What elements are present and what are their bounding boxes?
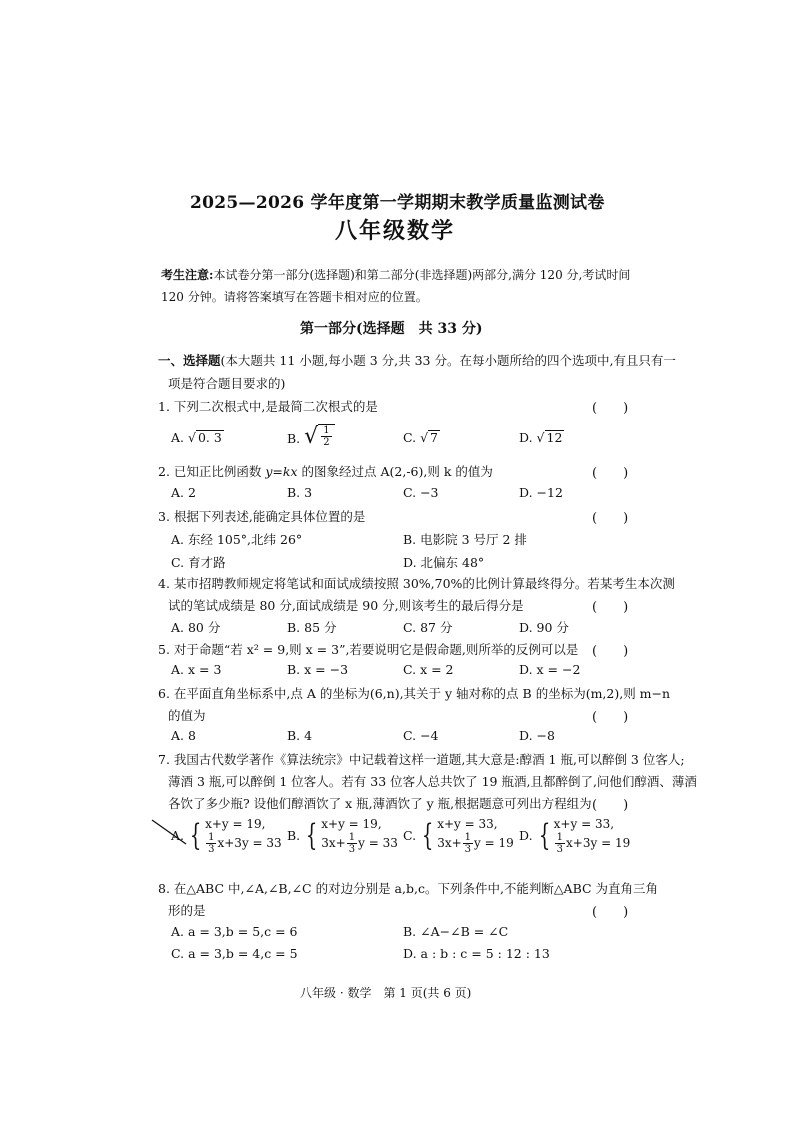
q7-d-frac-den: 3 (556, 844, 564, 855)
q2-option-c: C. −3 (403, 485, 439, 500)
q7-answer-paren: ( ) (592, 798, 629, 813)
q7-option-c (403, 816, 514, 855)
q5-option-b: B. x = −3 (287, 662, 349, 677)
q7-stem-line-3: 各饮了多少瓶? 设他们醇酒饮了 x 瓶,薄酒饮了 y 瓶,根据题意可列出方程组为 (168, 796, 592, 811)
q7-a-frac-num: 1 (208, 832, 215, 843)
q1-b-denominator: 2 (323, 437, 330, 448)
q8-answer-paren: ( ) (592, 905, 629, 920)
q2-stem-post: ,则 k 的值为 (423, 464, 493, 479)
q7-b-frac-den: 3 (348, 844, 356, 855)
sqrt-icon: √ $\frac{1}{2}$ (304, 424, 334, 448)
q4-stem-line-2: 试的笔试成绩是 80 分,面试成绩是 90 分,则该考生的最后得分是 (168, 598, 524, 613)
q7-d-eq2: x+3y = 19 (566, 836, 631, 850)
notice-line-2: 120 分钟。请将答案填写在答题卡相对应的位置。 (161, 290, 428, 304)
q3-stem: 3. 根据下列表述,能确定具体位置的是 (158, 509, 366, 524)
q7-d-eq1: x+y = 33, (553, 817, 615, 831)
q7-b-eq2-post: y = 33 (358, 836, 398, 850)
q1-option-b (287, 424, 335, 448)
q2-stem-pre: 2. 已知正比例函数 (158, 464, 266, 479)
q7-option-a (171, 816, 282, 855)
q7-c-eq2-post: y = 19 (474, 836, 514, 850)
brace-icon: { (538, 817, 550, 853)
q5-option-c: C. x = 2 (403, 662, 454, 677)
q7-b-frac-num: 1 (348, 832, 356, 843)
q8-stem-line-2: 形的是 (168, 903, 206, 918)
q1-b-numerator: 1 (323, 425, 330, 436)
q6-option-d: D. −8 (519, 728, 555, 743)
q7-c-eq1: x+y = 33, (437, 817, 498, 831)
q2-stem-mid: 的图象经过点 (297, 464, 381, 479)
brace-icon: { (421, 817, 434, 853)
q7-stem-line-1: 7. 我国古代数学著作《算法统宗》中记载着这样一道题,其大意是:醇酒 1 瓶,可以醉倒 3 位客人; (158, 752, 685, 767)
q3-option-c: C. 育才路 (171, 555, 226, 570)
section-label: 一、选择题 (158, 353, 221, 368)
q7-d-frac-num: 1 (556, 832, 564, 843)
q6-stem-line-1: 6. 在平面直角坐标系中,点 A 的坐标为(6,n),其关于 y 轴对称的点 B 的坐标为(m,2),则 m−n (158, 686, 671, 701)
q5-option-d: D. x = −2 (519, 662, 581, 677)
q7-option-b (287, 816, 398, 855)
q7-a-eq1: x+y = 19, (205, 817, 266, 831)
page-footer: 八年级 · 数学 第 1 页(共 6 页) (300, 986, 472, 1000)
q6-option-a: A. 8 (171, 728, 196, 743)
q1-c-radicand: 7 (430, 430, 438, 445)
part-title: 第一部分(选择题 共 33 分) (300, 321, 483, 337)
q6-answer-paren: ( ) (592, 710, 629, 725)
q7-c-label: C. (403, 828, 417, 843)
q7-b-label: B. (287, 828, 301, 843)
q1-a-label: A. (171, 430, 185, 445)
q5-answer-paren: ( ) (592, 644, 629, 659)
q4-option-a: A. 80 分 (171, 620, 221, 635)
q8-stem-line-1: 8. 在△ABC 中,∠A,∠B,∠C 的对边分别是 a,b,c。下列条件中,不能判断△ABC 为直角三角 (158, 881, 659, 896)
q7-b-eq1: x+y = 19, (321, 817, 382, 831)
q8-option-c: C. a = 3,b = 4,c = 5 (171, 946, 298, 961)
q7-stem-line-2: 薄酒 3 瓶,可以醉倒 1 位客人。若有 33 位客人总共饮了 19 瓶酒,且都醉倒了,问他们醇酒、薄酒 (168, 774, 697, 789)
q3-option-d: D. 北偏东 48° (403, 555, 485, 570)
q1-stem: 1. 下列二次根式中,是最简二次根式的是 (158, 399, 378, 414)
q5-option-a: A. x = 3 (171, 662, 222, 677)
q1-answer-paren: ( ) (592, 401, 629, 416)
q7-c-eq2-pre: 3x+ (437, 836, 462, 850)
q3-option-a: A. 东经 105°,北纬 26° (171, 532, 303, 547)
q4-stem-line-1: 4. 某市招聘教师规定将笔试和面试成绩按照 30%,70%的比例计算最终得分。若某考生本次测 (158, 576, 675, 591)
q4-option-c: C. 87 分 (403, 620, 453, 635)
q2-option-a: A. 2 (171, 485, 196, 500)
q1-option-c (403, 430, 440, 445)
q4-answer-paren: ( ) (592, 600, 629, 615)
section-heading-line-1 (158, 351, 676, 369)
notice-text-1: 本试卷分第一部分(选择题)和第二部分(非选择题)两部分,满分 120 分,考试时间 (213, 268, 631, 282)
q1-option-a (171, 430, 224, 445)
q2-answer-paren: ( ) (592, 466, 629, 481)
q1-d-radicand: 12 (546, 430, 563, 445)
q5-stem: 5. 对于命题“若 x² = 9,则 x = 3”,若要说明它是假命题,则所举的反例可以是 (158, 642, 579, 657)
q8-option-d: D. a : b : c = 5 : 12 : 13 (403, 946, 550, 961)
q1-option-d (519, 430, 564, 445)
q2-stem (158, 462, 493, 480)
q4-option-b: B. 85 分 (287, 620, 337, 635)
q7-c-frac-num: 1 (464, 832, 472, 843)
notice-label: 考生注意: (161, 268, 214, 282)
q8-option-b: B. ∠A−∠B = ∠C (403, 924, 509, 939)
section-desc-2: 项是符合题目要求的) (168, 376, 286, 391)
exam-title: 2025—2026 学年度第一学期期末教学质量监测试卷 (190, 193, 605, 213)
sqrt-icon: √ 0. 3 (188, 430, 222, 445)
q4-option-d: D. 90 分 (519, 620, 569, 635)
q6-option-b: B. 4 (287, 728, 313, 743)
brace-icon: { (189, 817, 202, 853)
notice-line-1 (161, 266, 630, 283)
sqrt-icon: √ 7 (420, 430, 438, 445)
q1-c-label: C. (403, 430, 417, 445)
q7-d-label: D. (519, 828, 533, 843)
q1-b-label: B. (287, 431, 301, 446)
q1-d-label: D. (519, 430, 533, 445)
q1-a-radicand: 0. 3 (197, 430, 222, 445)
q7-c-frac-den: 3 (464, 844, 472, 855)
q7-b-eq2-pre: 3x+ (321, 836, 346, 850)
q7-option-d (519, 816, 630, 855)
q7-a-label: A. (171, 828, 185, 843)
brace-icon: { (305, 817, 318, 853)
q7-a-eq2: x+3y = 33 (217, 836, 282, 850)
q7-a-frac-den: 3 (208, 844, 215, 855)
sqrt-icon: √ 12 (536, 430, 563, 445)
q8-option-a: A. a = 3,b = 5,c = 6 (171, 924, 298, 939)
q3-option-b: B. 电影院 3 号厅 2 排 (403, 532, 527, 547)
q2-function: y=kx (265, 464, 298, 479)
section-desc-1: (本大题共 11 小题,每小题 3 分,共 33 分。在每小题所给的四个选项中,有且只有一 (220, 353, 676, 368)
exam-subtitle: 八年级数学 (335, 218, 456, 244)
q6-stem-line-2: 的值为 (168, 708, 206, 723)
q6-option-c: C. −4 (403, 728, 439, 743)
q2-point: A(2,-6) (380, 464, 424, 479)
q2-option-b: B. 3 (287, 485, 313, 500)
q3-answer-paren: ( ) (592, 511, 629, 526)
q2-option-d: D. −12 (519, 485, 563, 500)
